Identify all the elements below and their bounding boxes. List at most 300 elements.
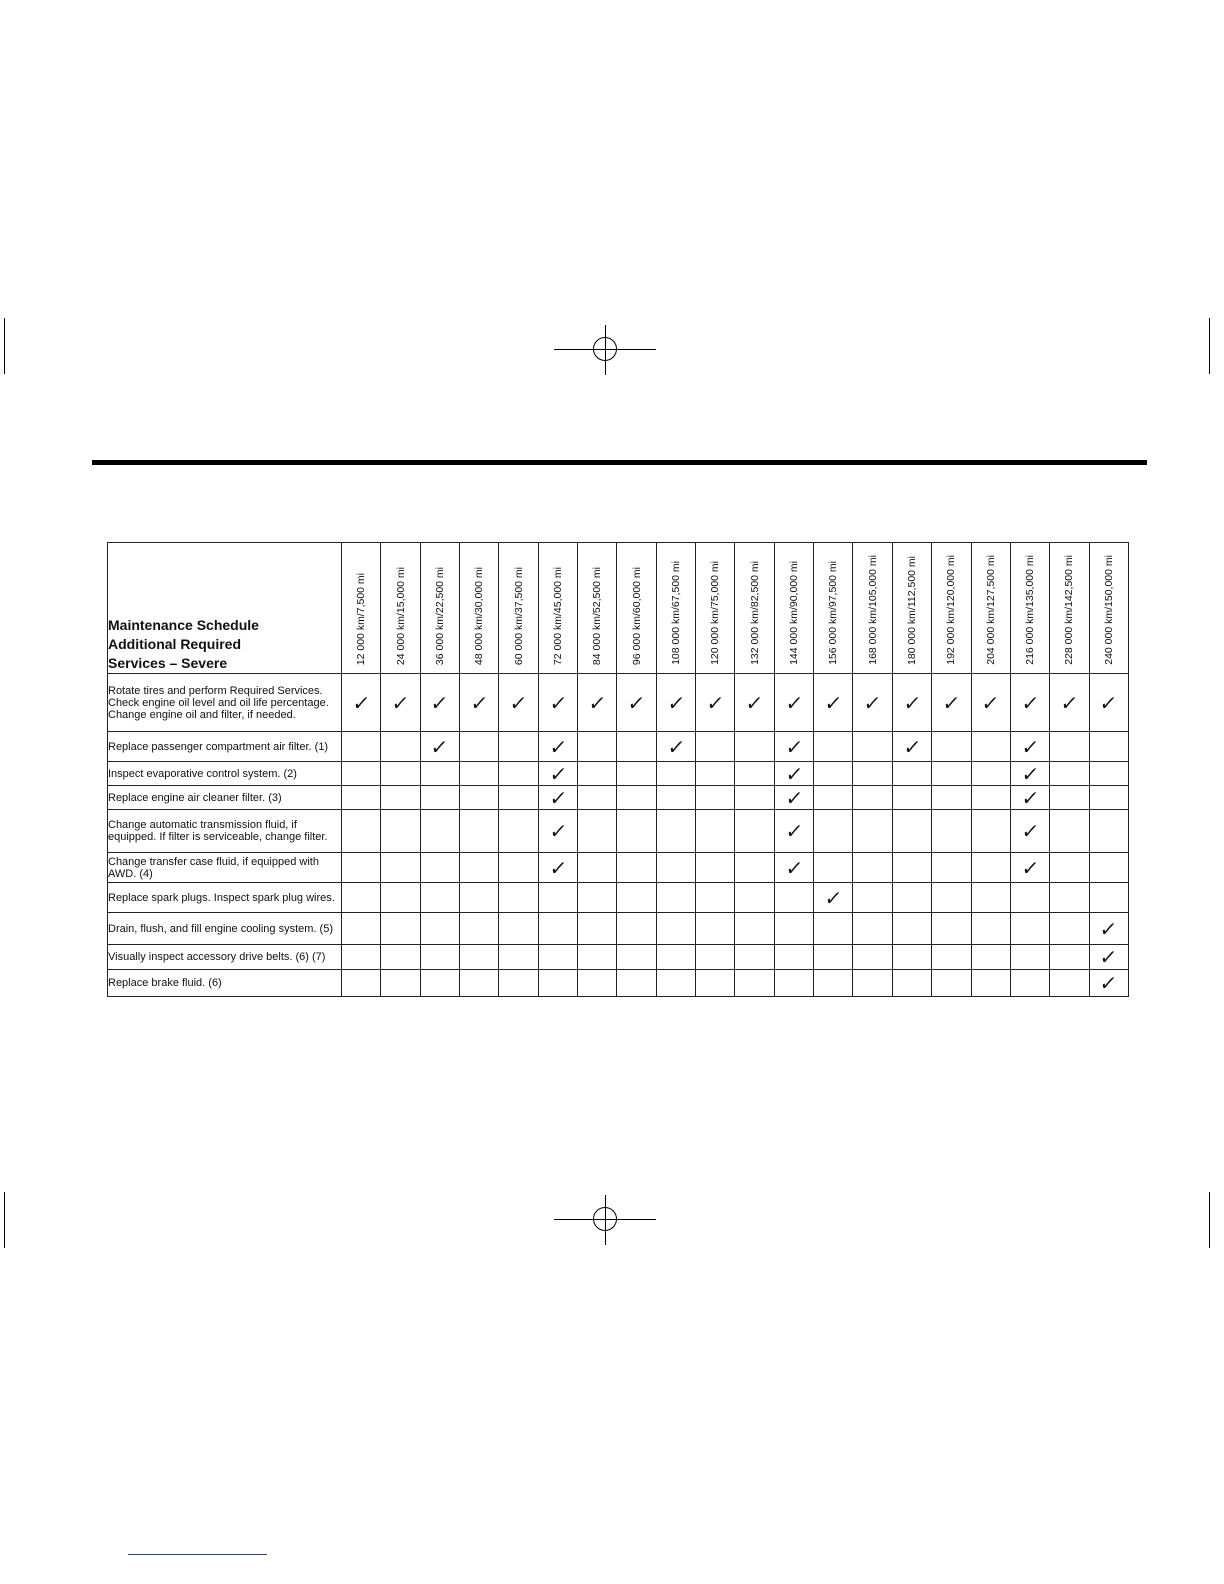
empty-cell bbox=[342, 913, 381, 945]
interval-label: 132 000 km/82,500 mi bbox=[748, 561, 761, 665]
checkmark-cell bbox=[1010, 762, 1049, 786]
empty-cell bbox=[538, 883, 577, 913]
empty-cell bbox=[971, 786, 1010, 810]
checkmark-cell bbox=[499, 674, 538, 732]
empty-cell bbox=[617, 762, 656, 786]
checkmark-cell bbox=[1050, 674, 1089, 732]
interval-header bbox=[656, 543, 695, 674]
table-row bbox=[108, 853, 1129, 883]
empty-cell bbox=[1050, 853, 1089, 883]
empty-cell bbox=[971, 810, 1010, 853]
empty-cell bbox=[814, 732, 853, 762]
interval-header bbox=[696, 543, 735, 674]
service-description: Change transfer case fluid, if equipped with AWD. (4) bbox=[108, 853, 342, 883]
empty-cell bbox=[853, 732, 892, 762]
checkmark-cell bbox=[696, 674, 735, 732]
interval-label: 72 000 km/45,000 mi bbox=[551, 566, 564, 665]
empty-cell bbox=[971, 732, 1010, 762]
empty-cell bbox=[774, 883, 813, 913]
interval-label: 12 000 km/7,500 mi bbox=[355, 572, 368, 665]
checkmark-icon: ✓ bbox=[1019, 819, 1041, 843]
service-description: Change automatic transmission fluid, if equipped. If filter is serviceable, change filter. bbox=[108, 810, 342, 853]
empty-cell bbox=[932, 762, 971, 786]
checkmark-cell bbox=[578, 674, 617, 732]
empty-cell bbox=[892, 786, 931, 810]
empty-cell bbox=[499, 970, 538, 997]
empty-cell bbox=[1050, 810, 1089, 853]
empty-cell bbox=[381, 883, 420, 913]
crop-mark-bottom-right bbox=[1209, 1192, 1210, 1248]
empty-cell bbox=[499, 853, 538, 883]
empty-cell bbox=[892, 762, 931, 786]
checkmark-cell bbox=[932, 674, 971, 732]
empty-cell bbox=[814, 970, 853, 997]
empty-cell bbox=[381, 945, 420, 970]
empty-cell bbox=[696, 762, 735, 786]
table-row bbox=[108, 810, 1129, 853]
interval-header bbox=[853, 543, 892, 674]
checkmark-icon: ✓ bbox=[1098, 916, 1119, 941]
empty-cell bbox=[656, 970, 695, 997]
interval-header bbox=[420, 543, 459, 674]
empty-cell bbox=[1050, 762, 1089, 786]
checkmark-icon: ✓ bbox=[1019, 761, 1041, 786]
service-description: Replace brake fluid. (6) bbox=[108, 970, 342, 997]
checkmark-icon: ✓ bbox=[783, 785, 805, 810]
empty-cell bbox=[696, 786, 735, 810]
interval-header bbox=[499, 543, 538, 674]
empty-cell bbox=[853, 945, 892, 970]
empty-cell bbox=[932, 853, 971, 883]
checkmark-icon: ✓ bbox=[1019, 690, 1041, 715]
empty-cell bbox=[617, 853, 656, 883]
empty-cell bbox=[578, 786, 617, 810]
interval-label: 204 000 km/127,500 mi bbox=[984, 555, 997, 665]
crop-mark-top-right bbox=[1209, 318, 1210, 374]
interval-header bbox=[892, 543, 931, 674]
empty-cell bbox=[499, 762, 538, 786]
empty-cell bbox=[853, 786, 892, 810]
empty-cell bbox=[342, 883, 381, 913]
table-row bbox=[108, 762, 1129, 786]
empty-cell bbox=[460, 945, 499, 970]
empty-cell bbox=[381, 810, 420, 853]
empty-cell bbox=[499, 786, 538, 810]
checkmark-cell bbox=[1089, 913, 1128, 945]
empty-cell bbox=[814, 810, 853, 853]
checkmark-icon: ✓ bbox=[705, 690, 726, 715]
empty-cell bbox=[499, 945, 538, 970]
empty-cell bbox=[1050, 970, 1089, 997]
checkmark-icon: ✓ bbox=[547, 690, 568, 715]
interval-header bbox=[1050, 543, 1089, 674]
interval-header bbox=[735, 543, 774, 674]
empty-cell bbox=[735, 945, 774, 970]
checkmark-icon: ✓ bbox=[1019, 734, 1041, 759]
checkmark-cell bbox=[774, 786, 813, 810]
checkmark-icon: ✓ bbox=[941, 690, 962, 715]
empty-cell bbox=[735, 853, 774, 883]
empty-cell bbox=[853, 913, 892, 945]
checkmark-icon: ✓ bbox=[1019, 785, 1041, 810]
empty-cell bbox=[578, 945, 617, 970]
empty-cell bbox=[735, 732, 774, 762]
empty-cell bbox=[578, 883, 617, 913]
empty-cell bbox=[814, 762, 853, 786]
empty-cell bbox=[420, 853, 459, 883]
checkmark-icon: ✓ bbox=[783, 690, 805, 715]
checkmark-icon: ✓ bbox=[783, 855, 805, 880]
checkmark-icon: ✓ bbox=[429, 690, 450, 715]
interval-label: 84 000 km/52,500 mi bbox=[591, 566, 604, 665]
empty-cell bbox=[381, 970, 420, 997]
checkmark-icon: ✓ bbox=[508, 690, 529, 715]
empty-cell bbox=[735, 913, 774, 945]
empty-cell bbox=[420, 762, 459, 786]
checkmark-icon: ✓ bbox=[429, 734, 450, 759]
empty-cell bbox=[617, 786, 656, 810]
interval-label: 120 000 km/75,000 mi bbox=[709, 561, 722, 665]
empty-cell bbox=[932, 883, 971, 913]
empty-cell bbox=[381, 786, 420, 810]
table-row bbox=[108, 945, 1129, 970]
checkmark-cell bbox=[1010, 853, 1049, 883]
empty-cell bbox=[342, 762, 381, 786]
empty-cell bbox=[932, 945, 971, 970]
empty-cell bbox=[932, 732, 971, 762]
empty-cell bbox=[617, 970, 656, 997]
empty-cell bbox=[1089, 810, 1128, 853]
empty-cell bbox=[735, 810, 774, 853]
checkmark-cell bbox=[538, 732, 577, 762]
checkmark-icon: ✓ bbox=[980, 690, 1001, 715]
empty-cell bbox=[656, 853, 695, 883]
empty-cell bbox=[853, 810, 892, 853]
empty-cell bbox=[971, 853, 1010, 883]
interval-label: 192 000 km/120,000 mi bbox=[945, 555, 958, 665]
empty-cell bbox=[932, 786, 971, 810]
empty-cell bbox=[538, 945, 577, 970]
empty-cell bbox=[460, 853, 499, 883]
checkmark-cell bbox=[420, 732, 459, 762]
checkmark-icon: ✓ bbox=[547, 785, 568, 810]
service-description: Inspect evaporative control system. (2) bbox=[108, 762, 342, 786]
checkmark-cell bbox=[814, 883, 853, 913]
empty-cell bbox=[892, 810, 931, 853]
empty-cell bbox=[460, 970, 499, 997]
interval-header bbox=[1089, 543, 1128, 674]
empty-cell bbox=[381, 853, 420, 883]
empty-cell bbox=[696, 883, 735, 913]
checkmark-icon: ✓ bbox=[587, 690, 608, 715]
empty-cell bbox=[420, 970, 459, 997]
empty-cell bbox=[814, 913, 853, 945]
table-row bbox=[108, 732, 1129, 762]
checkmark-icon: ✓ bbox=[901, 690, 923, 715]
empty-cell bbox=[342, 810, 381, 853]
interval-label: 60 000 km/37,500 mi bbox=[512, 566, 525, 665]
table-row bbox=[108, 786, 1129, 810]
checkmark-icon: ✓ bbox=[783, 819, 805, 843]
empty-cell bbox=[1089, 762, 1128, 786]
checkmark-icon: ✓ bbox=[744, 690, 765, 715]
empty-cell bbox=[1089, 732, 1128, 762]
interval-header bbox=[578, 543, 617, 674]
service-description: Rotate tires and perform Required Services. Check engine oil level and oil life percentage. Change engine oil and filter, if needed. bbox=[108, 674, 342, 732]
checkmark-cell bbox=[381, 674, 420, 732]
table-row bbox=[108, 883, 1129, 913]
empty-cell bbox=[656, 786, 695, 810]
interval-label: 168 000 km/105,000 mi bbox=[866, 555, 879, 665]
empty-cell bbox=[617, 913, 656, 945]
interval-header bbox=[617, 543, 656, 674]
checkmark-cell bbox=[538, 810, 577, 853]
interval-header bbox=[342, 543, 381, 674]
empty-cell bbox=[932, 970, 971, 997]
service-description: Replace passenger compartment air filter. (1) bbox=[108, 732, 342, 762]
empty-cell bbox=[420, 945, 459, 970]
empty-cell bbox=[420, 883, 459, 913]
checkmark-cell bbox=[538, 786, 577, 810]
empty-cell bbox=[656, 883, 695, 913]
empty-cell bbox=[971, 913, 1010, 945]
interval-header bbox=[538, 543, 577, 674]
interval-label: 228 000 km/142,500 mi bbox=[1063, 555, 1076, 665]
checkmark-icon: ✓ bbox=[547, 734, 568, 759]
service-description: Replace engine air cleaner filter. (3) bbox=[108, 786, 342, 810]
checkmark-cell bbox=[420, 674, 459, 732]
empty-cell bbox=[342, 853, 381, 883]
empty-cell bbox=[814, 853, 853, 883]
checkmark-icon: ✓ bbox=[783, 734, 805, 759]
empty-cell bbox=[735, 762, 774, 786]
interval-header bbox=[460, 543, 499, 674]
checkmark-icon: ✓ bbox=[1098, 971, 1119, 995]
checkmark-icon: ✓ bbox=[862, 690, 883, 715]
title-line: Additional Required bbox=[108, 636, 241, 652]
crop-mark-top-left bbox=[4, 318, 5, 374]
empty-cell bbox=[971, 883, 1010, 913]
checkmark-cell bbox=[460, 674, 499, 732]
interval-label: 48 000 km/30,000 mi bbox=[473, 566, 486, 665]
checkmark-cell bbox=[892, 732, 931, 762]
empty-cell bbox=[1089, 853, 1128, 883]
empty-cell bbox=[774, 945, 813, 970]
checkmark-cell bbox=[1010, 732, 1049, 762]
table-row bbox=[108, 913, 1129, 945]
checkmark-cell bbox=[814, 674, 853, 732]
checkmark-icon: ✓ bbox=[1059, 690, 1080, 715]
empty-cell bbox=[499, 732, 538, 762]
empty-cell bbox=[932, 810, 971, 853]
empty-cell bbox=[774, 970, 813, 997]
checkmark-icon: ✓ bbox=[547, 761, 568, 786]
checkmark-cell bbox=[656, 732, 695, 762]
empty-cell bbox=[499, 810, 538, 853]
header-rule bbox=[92, 460, 1147, 465]
interval-header bbox=[381, 543, 420, 674]
checkmark-cell bbox=[774, 674, 813, 732]
checkmark-cell bbox=[538, 762, 577, 786]
interval-label: 156 000 km/97,500 mi bbox=[827, 561, 840, 665]
empty-cell bbox=[696, 732, 735, 762]
empty-cell bbox=[1010, 883, 1049, 913]
checkmark-cell bbox=[617, 674, 656, 732]
empty-cell bbox=[853, 970, 892, 997]
interval-label: 144 000 km/90,000 mi bbox=[787, 561, 800, 665]
empty-cell bbox=[735, 970, 774, 997]
empty-cell bbox=[1089, 883, 1128, 913]
table-row bbox=[108, 674, 1129, 732]
interval-header bbox=[774, 543, 813, 674]
interval-label: 180 000 km/112,500 mi bbox=[905, 556, 918, 665]
empty-cell bbox=[381, 732, 420, 762]
empty-cell bbox=[1010, 970, 1049, 997]
maintenance-schedule-table bbox=[107, 542, 1129, 997]
empty-cell bbox=[1050, 883, 1089, 913]
checkmark-icon: ✓ bbox=[1019, 855, 1041, 880]
empty-cell bbox=[381, 913, 420, 945]
checkmark-cell bbox=[1010, 674, 1049, 732]
checkmark-cell bbox=[1089, 945, 1128, 970]
empty-cell bbox=[1050, 732, 1089, 762]
empty-cell bbox=[971, 970, 1010, 997]
empty-cell bbox=[656, 762, 695, 786]
empty-cell bbox=[617, 810, 656, 853]
checkmark-cell bbox=[774, 810, 813, 853]
empty-cell bbox=[1010, 945, 1049, 970]
empty-cell bbox=[971, 945, 1010, 970]
empty-cell bbox=[774, 913, 813, 945]
empty-cell bbox=[696, 970, 735, 997]
empty-cell bbox=[1010, 913, 1049, 945]
empty-cell bbox=[853, 853, 892, 883]
checkmark-icon: ✓ bbox=[665, 690, 686, 715]
checkmark-cell bbox=[853, 674, 892, 732]
table-row bbox=[108, 970, 1129, 997]
checkmark-cell bbox=[342, 674, 381, 732]
title-line: Maintenance Schedule bbox=[108, 617, 259, 633]
interval-header bbox=[971, 543, 1010, 674]
empty-cell bbox=[342, 970, 381, 997]
checkmark-icon: ✓ bbox=[469, 690, 490, 715]
interval-label: 108 000 km/67,500 mi bbox=[669, 561, 682, 665]
empty-cell bbox=[499, 913, 538, 945]
empty-cell bbox=[420, 786, 459, 810]
empty-cell bbox=[696, 945, 735, 970]
checkmark-icon: ✓ bbox=[665, 734, 686, 759]
empty-cell bbox=[538, 970, 577, 997]
empty-cell bbox=[499, 883, 538, 913]
empty-cell bbox=[892, 913, 931, 945]
empty-cell bbox=[578, 762, 617, 786]
interval-header bbox=[814, 543, 853, 674]
checkmark-cell bbox=[1010, 786, 1049, 810]
footer-line bbox=[128, 1554, 267, 1555]
checkmark-icon: ✓ bbox=[1098, 690, 1119, 715]
empty-cell bbox=[342, 732, 381, 762]
empty-cell bbox=[617, 945, 656, 970]
empty-cell bbox=[735, 786, 774, 810]
checkmark-cell bbox=[774, 762, 813, 786]
empty-cell bbox=[578, 853, 617, 883]
checkmark-icon: ✓ bbox=[626, 690, 647, 715]
checkmark-icon: ✓ bbox=[823, 690, 844, 715]
empty-cell bbox=[460, 883, 499, 913]
empty-cell bbox=[1050, 913, 1089, 945]
empty-cell bbox=[814, 945, 853, 970]
table-header-row bbox=[108, 543, 1129, 674]
empty-cell bbox=[538, 913, 577, 945]
empty-cell bbox=[656, 810, 695, 853]
empty-cell bbox=[460, 732, 499, 762]
checkmark-icon: ✓ bbox=[901, 734, 923, 759]
empty-cell bbox=[342, 786, 381, 810]
empty-cell bbox=[420, 810, 459, 853]
empty-cell bbox=[892, 853, 931, 883]
checkmark-icon: ✓ bbox=[351, 690, 372, 715]
empty-cell bbox=[420, 913, 459, 945]
empty-cell bbox=[932, 913, 971, 945]
interval-label: 36 000 km/22,500 mi bbox=[433, 566, 446, 665]
checkmark-icon: ✓ bbox=[783, 761, 805, 786]
empty-cell bbox=[735, 883, 774, 913]
empty-cell bbox=[460, 762, 499, 786]
interval-label: 24 000 km/15,000 mi bbox=[394, 566, 407, 665]
checkmark-cell bbox=[1089, 674, 1128, 732]
checkmark-icon: ✓ bbox=[823, 885, 844, 910]
empty-cell bbox=[578, 732, 617, 762]
empty-cell bbox=[892, 883, 931, 913]
interval-header bbox=[932, 543, 971, 674]
empty-cell bbox=[696, 913, 735, 945]
empty-cell bbox=[460, 810, 499, 853]
empty-cell bbox=[1050, 786, 1089, 810]
empty-cell bbox=[656, 913, 695, 945]
checkmark-cell bbox=[892, 674, 931, 732]
checkmark-cell bbox=[735, 674, 774, 732]
empty-cell bbox=[578, 913, 617, 945]
empty-cell bbox=[342, 945, 381, 970]
empty-cell bbox=[460, 913, 499, 945]
empty-cell bbox=[892, 970, 931, 997]
empty-cell bbox=[381, 762, 420, 786]
checkmark-cell bbox=[971, 674, 1010, 732]
empty-cell bbox=[971, 762, 1010, 786]
empty-cell bbox=[617, 883, 656, 913]
checkmark-cell bbox=[774, 732, 813, 762]
service-description: Replace spark plugs. Inspect spark plug wires. bbox=[108, 883, 342, 913]
empty-cell bbox=[696, 810, 735, 853]
checkmark-icon: ✓ bbox=[547, 819, 568, 843]
empty-cell bbox=[617, 732, 656, 762]
empty-cell bbox=[892, 945, 931, 970]
empty-cell bbox=[460, 786, 499, 810]
checkmark-icon: ✓ bbox=[390, 690, 411, 715]
empty-cell bbox=[656, 945, 695, 970]
empty-cell bbox=[696, 853, 735, 883]
empty-cell bbox=[853, 762, 892, 786]
interval-label: 216 000 km/135,000 mi bbox=[1024, 555, 1037, 665]
checkmark-cell bbox=[1010, 810, 1049, 853]
empty-cell bbox=[814, 786, 853, 810]
crop-mark-bottom-left bbox=[4, 1192, 5, 1248]
empty-cell bbox=[578, 810, 617, 853]
checkmark-cell bbox=[538, 674, 577, 732]
empty-cell bbox=[1089, 786, 1128, 810]
empty-cell bbox=[578, 970, 617, 997]
checkmark-cell bbox=[538, 853, 577, 883]
